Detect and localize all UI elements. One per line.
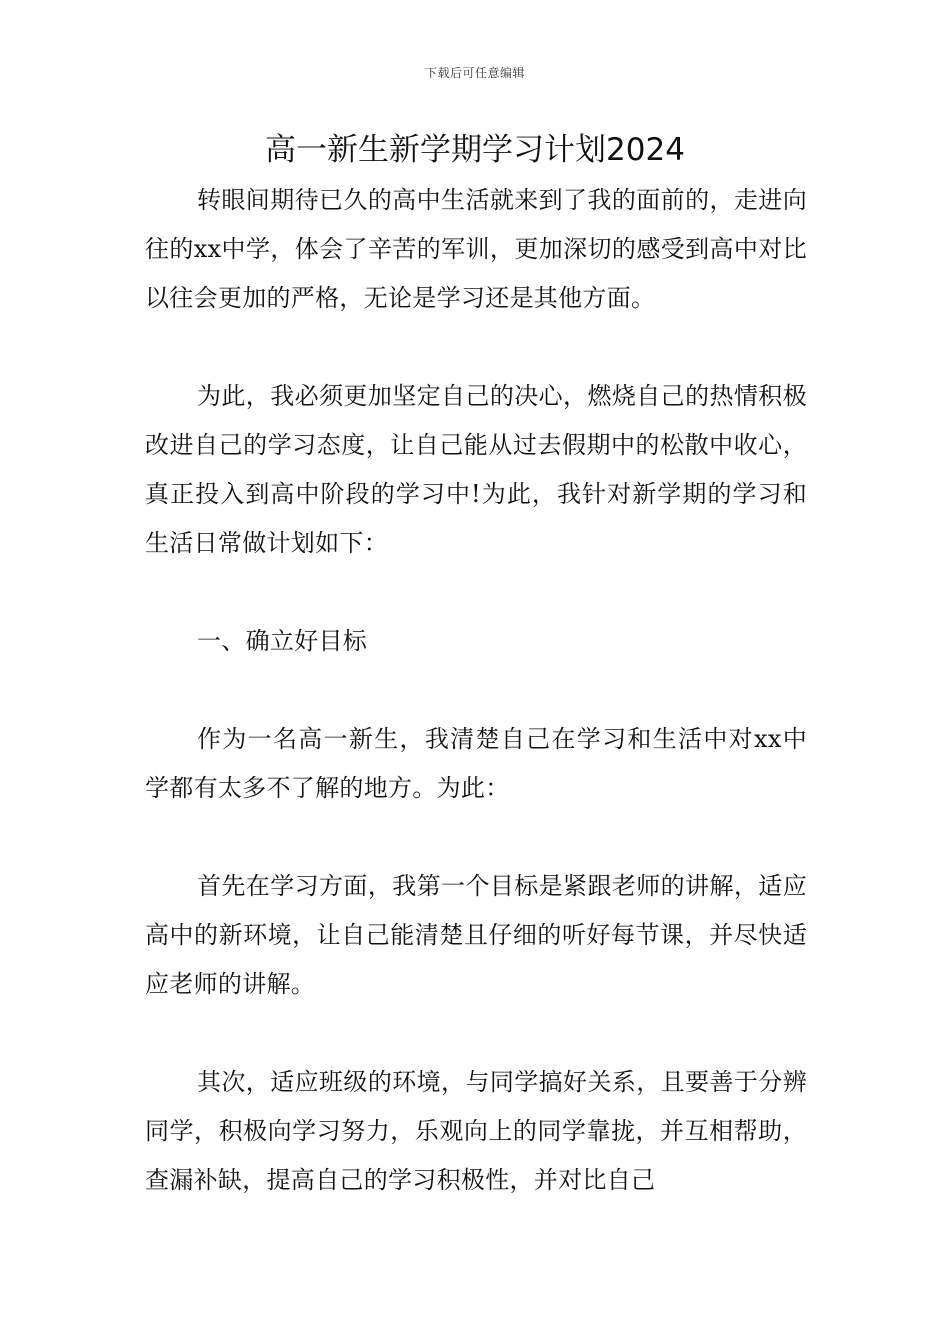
- paragraph-study-goal: 首先在学习方面，我第一个目标是紧跟老师的讲解，适应高中的新环境，让自己能清楚且仔细的听好每节课，并尽快适应老师的讲解。: [145, 872, 807, 998]
- document-title: 高一新生新学期学习计划2024: [265, 132, 685, 168]
- header-note: 下载后可任意编辑: [424, 66, 525, 80]
- section-heading-goals: 一、确立好目标: [197, 627, 368, 655]
- document-body: [145, 176, 807, 1254]
- paragraph-new-student: 作为一名高一新生，我清楚自己在学习和生活中对xx中学都有太多不了解的地方。为此：: [145, 725, 807, 802]
- paragraph-class-environment: 其次，适应班级的环境，与同学搞好关系，且要善于分辨同学，积极向学习努力，乐观向上的同学靠拢，并互相帮助，查漏补缺，提高自己的学习积极性，并对比自己: [145, 1068, 807, 1194]
- paragraph-intro: 转眼间期待已久的高中生活就来到了我的面前的，走进向往的xx中学，体会了辛苦的军训，更加深切的感受到高中对比以往会更加的严格，无论是学习还是其他方面。: [145, 186, 807, 312]
- paragraph-determination: 为此，我必须更加坚定自己的决心，燃烧自己的热情积极改进自己的学习态度，让自己能从过去假期中的松散中收心，真正投入到高中阶段的学习中!为此，我针对新学期的学习和生活日常做计划如下：: [145, 382, 807, 557]
